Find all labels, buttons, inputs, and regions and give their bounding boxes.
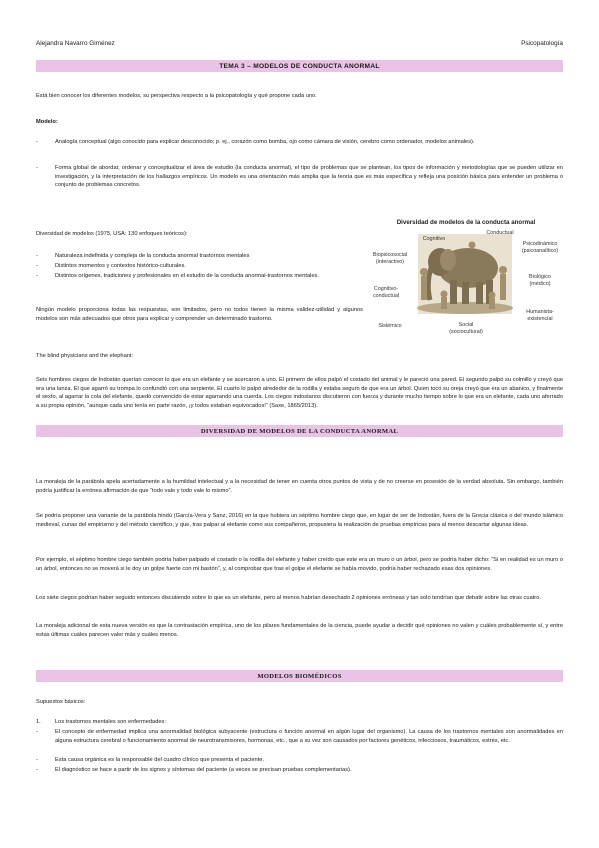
intro-paragraph: Está bien conocer los diferentes modelos, su perspectiva respecto a la psicopatología y qué propone cada uno. (36, 93, 317, 99)
ejemplo-paragraph: Por ejemplo, el séptimo hombre ciego también podría haber palpado el costado o la rodilla del elefante y haber creído que este era un muro o un árbol, pero se podría haber dicho: “Si en realidad es un muro o un árbol, entonces no se moverá si le doy un golpe fuerte con mi bastón”, y, al comprobar que tras el golpe el elefante se había movido, podría haber rechazado esas dos opiniones. (36, 557, 563, 572)
label-sociocultural: (sociocultural) (449, 329, 483, 335)
elephant-diagram (368, 218, 564, 336)
title-bar (36, 60, 563, 72)
blind-man-figure (421, 276, 427, 300)
label-humanista: Humanista- (526, 309, 554, 315)
title-text: TEMA 3 – MODELOS DE CONDUCTA ANORMAL (219, 62, 380, 70)
blind-heading: The blind physicians and the elephant: (36, 353, 134, 359)
label-medico: (médico) (529, 281, 551, 287)
header-author: Alejandra Navarro Giménez (36, 40, 115, 47)
section-title: DIVERSIDAD DE MODELOS DE LA CONDUCTA ANORMAL (200, 427, 399, 435)
modelo-heading: Modelo: (36, 119, 58, 125)
section-title: MODELOS BIOMÉDICOS (257, 672, 342, 680)
header-subject: Psicopatología (521, 40, 563, 47)
elephant-ear (440, 249, 456, 271)
label-social: Social (458, 322, 474, 328)
label-interactivo: (interactivo) (375, 259, 405, 265)
moraleja2-paragraph: La moraleja adicional de esta nueva versión es que la contrastación empírica, uno de los pilares fundamentales de la ciencia, puede ayudar a decidir qué opiniones no valen y cuáles probablemente sí, y entre estas últimas cuáles parecen valer más y cuáles menos. (36, 623, 563, 638)
moraleja-paragraph: La moraleja de la parábola apela acertadamente a la humildad intelectual y a la necesidad de tener en cuenta otros puntos de vista y de no creerse en posesión de la verdad absoluta. Sin embargo, también podría justificar la errónea afirmación de que “todo vale y todo vale lo mismo”. (36, 479, 563, 494)
elephant-leg (476, 282, 483, 304)
blind-man-figure (441, 291, 448, 298)
siete-paragraph: Los siete ciegos podrían haber seguido entonces discutiendo sobre lo que es un elefante, pero al menos habrían desechado 2 opiniones erróneas y tan solo tendrían que debatir sobre las otras cuatro. (36, 595, 541, 601)
variante-paragraph: Se podría proponer una variante de la parábola hindú (García-Vera y Sanz, 2016) en la que hubiera un séptimo hombre ciego que, en lugar de ser de Indostán, fuera de la Grecia clásica o del mundo islámico medieval, cunas del empirismo y del método científico, y que, tras palpar al elefante como sus compañeros, propusiera la realización de pruebas empíricas para al menos descartar algunas ideas. (36, 513, 563, 528)
label-sistemico: Sistémico (378, 323, 402, 329)
supuestos-heading: Supuestos básicos: (36, 699, 86, 705)
blind-paragraph: Seis hombres ciegos de Indostán querían conocer lo que era un elefante y se acercaron a uno. El primero de ellos palpó el costado del animal y le pareció una pared. El segundo palpó su colmillo y creyó que era una lanza. El que agarró su trompa lo confundió con una serpiente. El cuarto lo palpó alrededor de la rodilla y estaba seguro de que era un árbol. Quien tocó su oreja creyó que era un abanico, y finalmente el sexto, al agarrar la cola del elefante, quedó convencido de estar agarrando una cuerda. Los ciegos indostanos discutieron con fuerza y durante mucho tiempo sobre lo que era un elefante, cada uno aferrado a su propia opinión, “aunque cada uno tenía en parte razón, ¡y todos estaban equivocados!” (Saxe, 1865/2013). (36, 377, 563, 409)
blind-man-figure (441, 297, 447, 309)
blind-man-figure (500, 274, 506, 300)
label-biopsicosocial: Biopsicosocial (372, 252, 408, 258)
document-page: Alejandra Navarro Giménez Psicopatología TEMA 3 – MODELOS DE CONDUCTA ANORMAL Está bien conocer los diferentes modelos, su perspectiva respecto a la psicopatología y qué propone cada uno. Modelo: - Analogía conceptual (algo conocido para explicar desconocido; p. ej., corazón como bomba, ojo como cámara de visión, cerebro como ordenador, modelos animales). - Forma global de abordar, ordenar y conceptualizar el área de estudio (la conducta anormal), el tipo de problemas que se plantean, los tipos de información y metodologías que se pueden utilizar en investigación, y la interpretación de los hallazgos empíricos. Un modelo es una orientación más amplia que la teoría que es más específica y refleja una posición básica para entender un problema o conjunto de problemas concretos. Diversidad de modelos (1975, USA: 130 enfoques teóricos): - Naturaleza indefinida y compleja de la conducta anormal trastornos mentales - Distintos momentos y contextos histórico-culturales. - Distintos orígenes, tradiciones y profesionales en el estudio de la conducta anormal-trastornos mentales. Ningún modelo proporciona todas las respuestas, son limitados, pero no todos tienen la misma validez-utilidad y algunos modelos son más adecuados que otros para explicar y comprender un determinado trastorno. Diversidad de modelos de la conducta anormal Cognitivo Conductual Psicodinámico (psicoanalítico) Biopsicosocial (interactivo) Biológico (médico) Cognitivo- conductual Humanista- existencial Sistémico Social (sociocultural) The blind physicians and the elephant: Seis hombres ciegos de Indostán querían conocer lo que era un elefante y se acercaron a uno. El primero de ellos palpó el costado del animal y le pareció una pared. El segundo palpó su colmillo y creyó que era una lanza. El que agarró su trompa lo confundió con una serpiente. El cuarto lo palpó alrededor de la rodilla y estaba seguro de que era un árbol. Quien tocó su oreja creyó que era un abanico, y finalmente el sexto, al agarrar la cola del elefante, quedó convencido de estar agarrando una cuerda. Los ciegos indostanos discutieron con fuerza y durante mucho tiempo sobre lo que era un elefante, cada uno aferrado a su propia opinión, “aunque cada uno tenía en parte razón, ¡y todos estaban equivocados!” (Saxe, 1865/2013). DIVERSIDAD DE MODELOS DE LA CONDUCTA ANORMAL La moraleja de la parábola apela acertadamente a la humildad intelectual y a la necesidad de tener en cuenta otros puntos de vista y de no creerse en posesión de la verdad absoluta. Sin embargo, también podría justificar la errónea afirmación de que “todo vale y todo vale lo mismo”. Se podría proponer una variante de la parábola hindú (García-Vera y Sanz, 2016) en la que hubiera un séptimo hombre ciego que, en lugar de ser de Indostán, fuera de la Grecia clásica o del mundo islámico medieval, cunas del empirismo y del método científico, y que, tras palpar al elefante como sus compañeros, propusiera la realización de pruebas empíricas para al menos descartar algunas ideas. Por ejemplo, el séptimo hombre ciego también podría haber palpado el costado o la rodilla del elefante y haber creído que este era un muro o un árbol, pero se podría haber dicho: “Si en realidad es un muro o un árbol, entonces no se moverá si le doy un golpe fuerte con mi bastón”, y, al comprobar que tras el golpe el elefante se había movido, podría haber rechazado esas dos opiniones. Los siete ciegos podrían haber seguido entonces discutiendo sobre lo que es un elefante, pero al menos habrían desechado 2 opiniones erróneas y tan solo tendrían que debatir sobre las otras cuatro. La moraleja adicional de esta nueva versión es que la contrastación empírica, uno de los pilares fundamentales de la ciencia, puede ayudar a decidir qué opiniones no valen y cuáles probablemente sí, y entre estas últimas cuáles parecen valer más y cuáles menos. MODELOS BIOMÉDICOS Supuestos básicos: 1. Los trastornos mentales son enfermedades: - El concepto de enfermedad implica una anormalidad biológica subyacente (estructura o función anormal en algún lugar del organismo). La causa de los trastornos mentales son anormalidades en alguna estructura cerebral o funcionamiento anormal de neurotransmisores, hormonas, etc., que a su vez son causados por factores genéticos, infecciosos, traumáticos, estrés, etc. - Esta causa orgánica es la responsable del cuadro clínico que presenta el paciente. - El diagnóstico se hace a partir de los signos y síntomas del paciente (a veces se precisan pruebas complementarias). (36, 40, 563, 773)
elephant-illustration (417, 234, 513, 314)
elephant-leg (450, 280, 457, 304)
models-figure (368, 218, 564, 336)
label-conductual: Conductual (486, 230, 514, 236)
label-biologico: Biológico (529, 274, 551, 280)
label-psicoanalitico: (psicoanalítico) (521, 248, 559, 254)
label-cognitivo-conductual: Cognitivo- (373, 286, 399, 292)
blind-man-figure (499, 266, 507, 274)
figure-title: Diversidad de modelos de la conducta anormal (396, 219, 536, 226)
label-humanista: existencial (527, 316, 553, 322)
blind-man-figure (420, 268, 428, 276)
diversidad-heading: Diversidad de modelos (1975, USA: 130 enfoques teóricos): (36, 231, 188, 237)
elephant-trunk (428, 268, 431, 300)
blind-man-figure (469, 242, 476, 249)
elephant-leg (462, 282, 469, 304)
section-bar (36, 425, 563, 437)
label-cognitivo-conductual: conductual (372, 293, 400, 299)
ningun-modelo-paragraph: Ningún modelo proporciona todas las respuestas, son limitados, pero no todos tienen la misma validez-utilidad y algunos modelos son más adecuados que otros para explicar y comprender un determinado trastorno. (36, 307, 363, 322)
blind-man-figure (489, 292, 496, 299)
blind-man-figure (489, 298, 495, 309)
label-cognitivo: Cognitivo (422, 236, 446, 242)
label-psicodinamico: Psicodinámico (522, 241, 558, 247)
section-bar (36, 670, 563, 682)
